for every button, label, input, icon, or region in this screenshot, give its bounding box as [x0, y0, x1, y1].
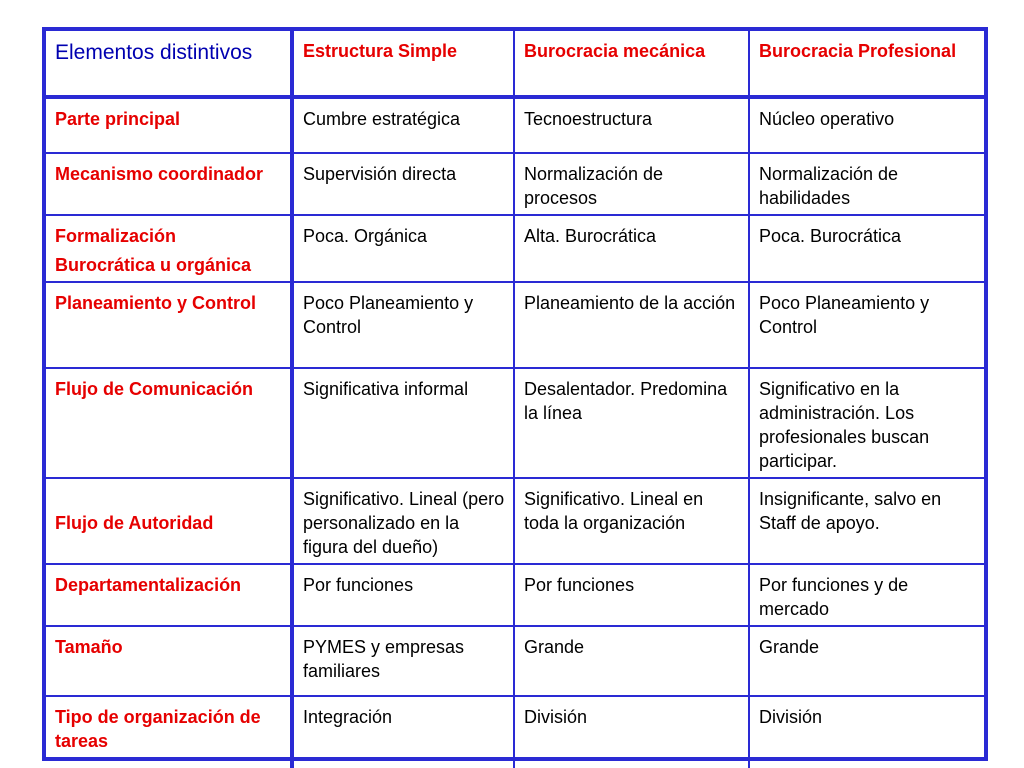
- table-cell: Por funciones: [292, 564, 514, 626]
- row-header-line: Burocrática u orgánica: [55, 255, 252, 275]
- table-row: [46, 564, 984, 626]
- table-cell: Significativa informal: [292, 368, 514, 478]
- row-header: Departamentalización: [46, 564, 292, 626]
- table-row: [46, 282, 984, 368]
- row-header: Mecanismo coordinador: [46, 153, 292, 215]
- table-cell: Integración: [292, 696, 514, 768]
- table-cell: Significativo. Lineal (pero personalizado en la figura del dueño): [292, 478, 514, 564]
- table-row: [46, 368, 984, 478]
- table-cell: Alta. Burocrática: [514, 215, 749, 282]
- row-header: Tamaño: [46, 626, 292, 696]
- column-header-burocracia-profesional: Burocracia Profesional: [749, 31, 984, 97]
- table-cell: Tecnoestructura: [514, 97, 749, 153]
- table-row: [46, 215, 984, 282]
- table-cell: Poca. Orgánica: [292, 215, 514, 282]
- table-cell: Poco Planeamiento y Control: [749, 282, 984, 368]
- row-header: Flujo de Autoridad: [46, 478, 292, 564]
- row-header: Planeamiento y Control: [46, 282, 292, 368]
- table-cell: Grande: [749, 626, 984, 696]
- row-header: [46, 215, 292, 282]
- comparison-table-frame: [42, 27, 988, 761]
- table-cell: Cumbre estratégica: [292, 97, 514, 153]
- row-header-line: Formalización: [55, 226, 177, 246]
- table-cell: Por funciones: [514, 564, 749, 626]
- table-cell: PYMES y empresas familiares: [292, 626, 514, 696]
- table-row: [46, 97, 984, 153]
- table-cell: Desalentador. Predomina la línea: [514, 368, 749, 478]
- table-cell: Normalización de habilidades: [749, 153, 984, 215]
- comparison-table: [46, 31, 984, 768]
- corner-header: Elementos distintivos: [46, 31, 292, 97]
- table-cell: Insignificante, salvo en Staff de apoyo.: [749, 478, 984, 564]
- table-cell: Núcleo operativo: [749, 97, 984, 153]
- row-header: Tipo de organización de tareas: [46, 696, 292, 768]
- table-cell: Significativo en la administración. Los profesionales buscan participar.: [749, 368, 984, 478]
- table-cell: División: [749, 696, 984, 768]
- table-cell: Significativo. Lineal en toda la organización: [514, 478, 749, 564]
- column-header-burocracia-mecanica: Burocracia mecánica: [514, 31, 749, 97]
- table-cell: Planeamiento de la acción: [514, 282, 749, 368]
- table-row: [46, 153, 984, 215]
- table-row: [46, 478, 984, 564]
- row-header: Flujo de Comunicación: [46, 368, 292, 478]
- table-cell: Grande: [514, 626, 749, 696]
- column-header-estructura-simple: Estructura Simple: [292, 31, 514, 97]
- table-cell: Poco Planeamiento y Control: [292, 282, 514, 368]
- table-cell: Normalización de procesos: [514, 153, 749, 215]
- table-row: [46, 626, 984, 696]
- table-cell: División: [514, 696, 749, 768]
- table-row: [46, 696, 984, 768]
- table-cell: Supervisión directa: [292, 153, 514, 215]
- table-header-row: [46, 31, 984, 97]
- table-cell: Poca. Burocrática: [749, 215, 984, 282]
- table-cell: Por funciones y de mercado: [749, 564, 984, 626]
- row-header: Parte principal: [46, 97, 292, 153]
